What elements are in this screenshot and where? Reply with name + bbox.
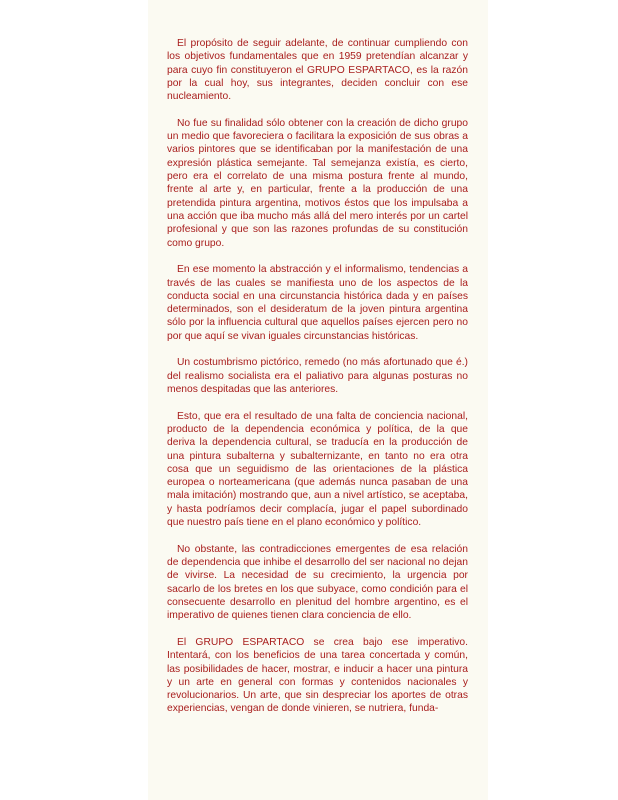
document-body <box>167 37 468 716</box>
paragraph: En ese momento la abstracción y el informalismo, tendencias a través de las cuales se manifiesta uno de los aspectos de la conducta social en una circunstancia histórica dada y en países determinados, son el desideratum de la joven pintura argentina sólo por la influencia cultural que aquellos países ejercen pero no por que aquí se vivan iguales circunstancias históricas. <box>167 264 468 342</box>
paragraph: Un costumbrismo pictórico, remedo (no más afortunado que é.) del realismo socialista era el paliativo para algunas posturas no menos despitadas que las anteriores. <box>167 357 468 395</box>
paragraph: No obstante, las contradicciones emergentes de esa relación de dependencia que inhibe el desarrollo del ser nacional no dejan de vivirse. La necesidad de su crecimiento, la urgencia por sacarlo de los bretes en los que subyace, como condición para el consecuente desarrollo en plenitud del hombre argentino, es el imperativo de quienes tienen clara conciencia de ello. <box>167 543 468 622</box>
paragraph: El GRUPO ESPARTACO se crea bajo ese imperativo. Intentará, con los beneficios de una tarea concertada y común, las posibilidades de hacer, mostrar, e inducir a hacer una pintura y un arte en general con formas y contenidos nacionales y revolucionarios. Un arte, que sin despreciar los aportes de otras experiencias, vengan de donde vinieren, se nutriera, funda- <box>167 636 468 715</box>
paragraph: El propósito de seguir adelante, de continuar cumpliendo con los objetivos fundamentales que en 1959 pretendían alcanzar y para cuyo fin constituyeron el GRUPO ESPARTACO, es la razón por la cual hoy, sus integrantes, deciden concluir con ese nucleamiento. <box>167 38 468 103</box>
paragraph: No fue su finalidad sólo obtener con la creación de dicho grupo un medio que favoreciera o facilitara la exposición de sus obras a varios pintores que se identificaban por la manifestación de una expresión plástica semejante. Tal semejanza existía, es cierto, pero era el correlato de una misma postura frente al mundo, frente al arte y, en particular, frente a la producción de una pretendida pintura argentina, motivos éstos que los impulsaba a una acción que iba mucho más allá del mero interés por un cartel profesional y que son las razones profundas de su constitución como grupo. <box>167 117 468 249</box>
paragraph: Esto, que era el resultado de una falta de conciencia nacional, producto de la dependencia económica y política, de la que deriva la dependencia cultural, se traducía en la producción de una pintura subalterna y subalternizante, en tanto no era otra cosa que un seguidismo de las orientaciones de la plástica europea o norteamericana (que además nunca pasaban de una mala imitación) mostrando que, aun a nivel artístico, se aceptaba, y hasta podríamos decir complacía, jugar el papel subordinado que nuestro país tiene en el plano económico y político. <box>167 410 468 529</box>
